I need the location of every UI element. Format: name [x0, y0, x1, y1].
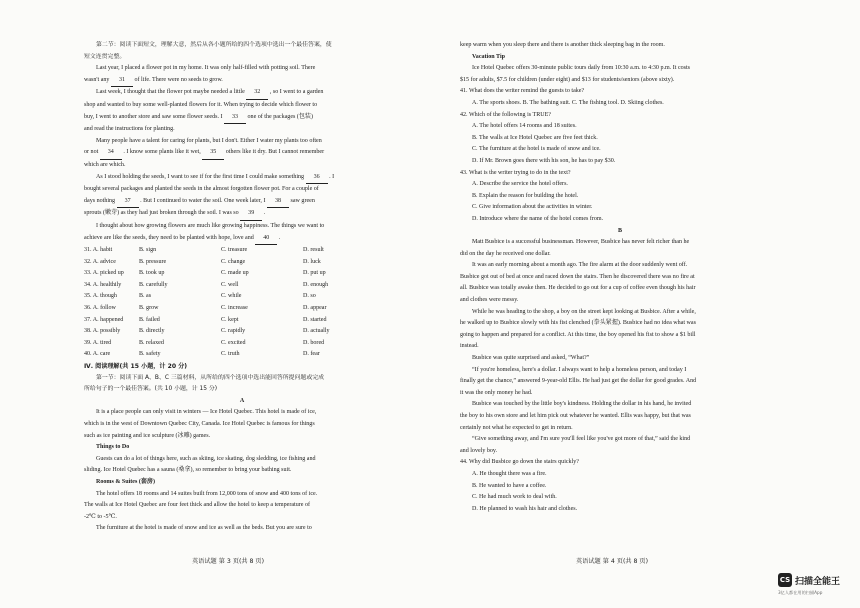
question-option: A. Describe the service the hotel offers.: [472, 181, 568, 188]
cloze-paragraph-line: or not 34 . I know some plants like it wet, 35 others like it dry. But I cannot remember: [84, 147, 400, 160]
passage-line: Busbice got out of bed at once and raced down the stairs. Then he discovered there was no fire at: [460, 273, 695, 280]
blank-38: 38: [267, 196, 289, 209]
question-option: A. The hotel offers 14 rooms and 18 suites.: [472, 123, 577, 130]
cloze-paragraph-line: I thought about how growing flowers are much like growing happiness. The things we want to: [96, 222, 325, 229]
subheading: Vacation Tip: [472, 53, 505, 60]
cloze-paragraph-line: sprouts (嫩芽) as they had just broken through the soil. I was so 39 .: [84, 208, 400, 221]
section-instruction-cont: 短文连贯完整。: [84, 53, 126, 60]
option-row: 37. A. happened B. failed C. kept D. started: [84, 316, 327, 323]
cloze-paragraph-line: As I stood holding the seeds, I want to see if for the first time I could make something 36 . I: [84, 172, 400, 185]
passage-line: going to happen and prepared for a conflict. At this time, the boy opened his fist to show a $1 bill: [460, 331, 696, 338]
passage-line: keep warm when you sleep there and there is another thick sleeping bag in the room.: [460, 42, 665, 48]
watermark-tagline: 3亿人都在用的扫描App: [778, 590, 823, 595]
passage-line: The hotel offers 18 rooms and 14 suites built from 12,000 tons of snow and 400 tons of ice.: [96, 490, 318, 497]
options-list: [84, 245, 400, 361]
question-option: D. If Mr. Brown goes there with his son, he has to pay $30.: [472, 157, 616, 164]
passage-line: The furniture at the hotel is made of snow and ice as well as the beds. But you are sure to: [96, 525, 312, 532]
passage-line: $15 for adults, $7.5 for children (under eight) and $13 for students/seniors (above sixty).: [460, 76, 675, 83]
question-44: 44. Why did Busbice go down the stairs quickly?: [460, 459, 579, 466]
cloze-paragraph-line: days nothing 37 . But I continued to water the soil. One week later, I 38 saw green: [84, 196, 400, 209]
cloze-paragraph-line: and read the instructions for planting.: [84, 126, 175, 133]
cloze-paragraph-line: bought several packages and planted the seeds in the almost forgotten flower pot. For a couple of: [84, 186, 319, 193]
passage-line: it was the only money he had.: [460, 389, 533, 396]
cloze-paragraph-line: Many people have a talent for caring for plants, but I don't. Either I water my plants too often: [96, 137, 322, 144]
passage-line: The walls at Ice Hotel Quebec are four feet thick and allow the hotel to keep a temperature of: [84, 502, 310, 509]
passage-line: did on the day he received one dollar.: [460, 250, 551, 257]
cloze-paragraph-line: buy, I went to another store and saw some flower seeds. I 33 one of the packages (包装): [84, 112, 400, 125]
blank-39: 39: [240, 208, 262, 221]
question-option: C. Give information about the activities in winter.: [472, 204, 593, 211]
option-row: 33. A. picked up B. took up C. made up D. put up: [84, 270, 326, 277]
passage-label: A: [239, 397, 245, 404]
passage-line: and clothes were messy.: [460, 297, 519, 304]
question-42: 42. Which of the following is TRUE?: [460, 111, 551, 118]
question-option: D. He planned to wash his hair and clothes.: [472, 505, 578, 512]
question-option: B. He wanted to have a coffee.: [472, 482, 547, 489]
blank-35: 35: [202, 147, 224, 160]
cloze-paragraph-line: Last year, I placed a flower pot in my home. It was only half-filled with potting soil. There: [96, 65, 316, 72]
passage-line: While he was heading to the shop, a boy on the street kept looking at Busbice. After a while,: [472, 308, 696, 315]
blank-33: 33: [224, 112, 246, 125]
cloze-paragraph-line: which are which.: [84, 161, 126, 168]
blank-37: 37: [117, 196, 139, 209]
passage-line: It was an early morning about a month ago. The fire alarm at the door suddenly went off.: [472, 262, 688, 269]
question-option: C. The furniture at the hotel is made of snow and ice.: [472, 146, 601, 153]
blank-31: 31: [111, 75, 133, 88]
passage-line: -2℃ to -5℃.: [84, 513, 117, 520]
option-row: 31. A. habit B. sign C. treasure D. result: [84, 247, 324, 254]
option-row: 39. A. tired B. relaxed C. excited D. bored: [84, 339, 325, 346]
page-footer-3: 英语试题 第 3 页(共 8 页): [192, 558, 265, 565]
subheading: Rooms & Suites (套房): [96, 478, 155, 485]
question-41-options: A. The sports shoes. B. The bathing suit. C. The fishing tool. D. Skiing clothes.: [472, 99, 664, 106]
passage-line: Busbice was touched by the little boy's kindness. Holding the dollar in his hand, he invited: [472, 401, 692, 408]
cloze-paragraph-line: achieve are like the seeds, they need to be planted with hope, love and 40 .: [84, 233, 400, 246]
passage-label: B: [617, 227, 623, 234]
page-footer-4: 英语试题 第 4 页(共 8 页): [576, 558, 649, 565]
passage-line: all. Busbice was totally awake then. He decided to go out for a cup of coffee even though his hair: [460, 285, 696, 292]
blank-40: 40: [255, 233, 277, 246]
option-row: 36. A. follow B. grow C. increase D. appear: [84, 305, 327, 312]
passage-line: certainly not what he expected to get in return.: [460, 424, 573, 431]
passage-line: Ice Hotel Quebec offers 30-minute public tours daily from 10:30 a.m. to 4:30 p.m. It costs: [472, 65, 691, 72]
blank-34: 34: [100, 147, 122, 160]
part-instruction: 第一节：阅读下面 A、B、C 三篇材料，从所给的四个选项中选出能回答所提问题或完成: [96, 374, 324, 381]
cloze-paragraph-line: shop and wanted to buy some well-planted flowers for it. When trying to decide which flower to: [84, 101, 318, 108]
question-option: A. He thought there was a fire.: [472, 470, 547, 477]
cloze-paragraph-line: wasn't any 31 of life. There were no seeds to grow.: [84, 75, 400, 88]
question-option: B. The walls at Ice Hotel Quebec are five feet thick.: [472, 134, 598, 141]
section-instruction: 第二节：阅读下面短文，理解大意，然后从各小题所给的四个选项中选出一个最佳答案，使: [96, 42, 332, 48]
right-column: [460, 40, 780, 515]
passage-line: finally get the chance,” answered 9-year-old Ellis. He had just get the dollar for good grades. And: [460, 378, 697, 385]
passage-line: It is a place people can only visit in winters — Ice Hotel Quebec. This hotel is made of ice,: [96, 409, 317, 416]
passage-line: Guests can do a lot of things here, such as skiing, ice skating, dog sledding, ice fishing and: [96, 455, 316, 462]
passage-line: such as ice painting and ice sculpture (冰雕) games.: [84, 432, 211, 439]
option-row: 35. A. though B. as C. while D. so: [84, 293, 316, 300]
watermark-name: 扫描全能王: [795, 576, 841, 587]
question-option: D. Introduce where the name of the hotel comes from.: [472, 215, 604, 222]
passage-line: he walked up to Busbice slowly with his fist clenched (拳头紧握). Busbice had no idea what was: [460, 320, 696, 327]
option-row: 38. A. possibly B. directly C. rapidly D. actually: [84, 328, 330, 335]
option-row: 34. A. healthily B. carefully C. well D. enough: [84, 281, 329, 288]
passage-line: Matt Busbice is a successful businessman. However, Busbice has never felt richer than he: [472, 239, 690, 246]
question-option: B. Explain the reason for building the hotel.: [472, 192, 579, 199]
blank-32: 32: [246, 87, 268, 100]
cloze-paragraph-line: Last week, I thought that the flower pot maybe needed a little 32 , so I went to a garden: [84, 87, 400, 100]
option-row: 32. A. advice B. pressure C. change D. luck: [84, 258, 321, 265]
option-row: 40. A. care B. safety C. truth D. fear: [84, 351, 320, 358]
question-option: C. He had much work to deal with.: [472, 494, 557, 501]
camscanner-logo-icon: CS: [778, 573, 792, 587]
question-41: 41. What does the writer remind the guests to take?: [460, 88, 585, 95]
passage-line: the boy to his own store and let him pick out whatever he wanted. Ellis was happy, but that was: [460, 413, 691, 419]
passage-line: which is in the west of Downtown Quebec City, Canada. Ice Hotel Quebec is famous for things: [84, 421, 315, 427]
passage-line: Busbice was quite surprised and asked, “What?”: [472, 355, 590, 362]
subheading: Things to Do: [96, 444, 130, 451]
scanner-watermark: [778, 573, 840, 587]
passage-line: “Give something away, and I'm sure you'll feel like you've got more of that,” said the kind: [472, 436, 691, 443]
passage-line: sliding. Ice Hotel Quebec has a sauna (桑拿), so remember to bring your bathing suit.: [84, 467, 292, 474]
question-43: 43. What is the writer trying to do in the text?: [460, 169, 571, 176]
part-instruction-cont: 所给句子的一个最佳答案。(共 10 小题，计 15 分): [84, 386, 218, 393]
passage-line: instead.: [460, 343, 479, 350]
passage-line: “If you're homeless, here's a dollar. I always want to help a homeless person, and today I: [472, 366, 687, 373]
left-column: [84, 40, 400, 535]
passage-line: and lovely boy.: [460, 447, 498, 454]
part-heading: Ⅳ. 阅读理解(共 15 小题，计 20 分): [84, 363, 188, 371]
blank-36: 36: [306, 172, 328, 185]
